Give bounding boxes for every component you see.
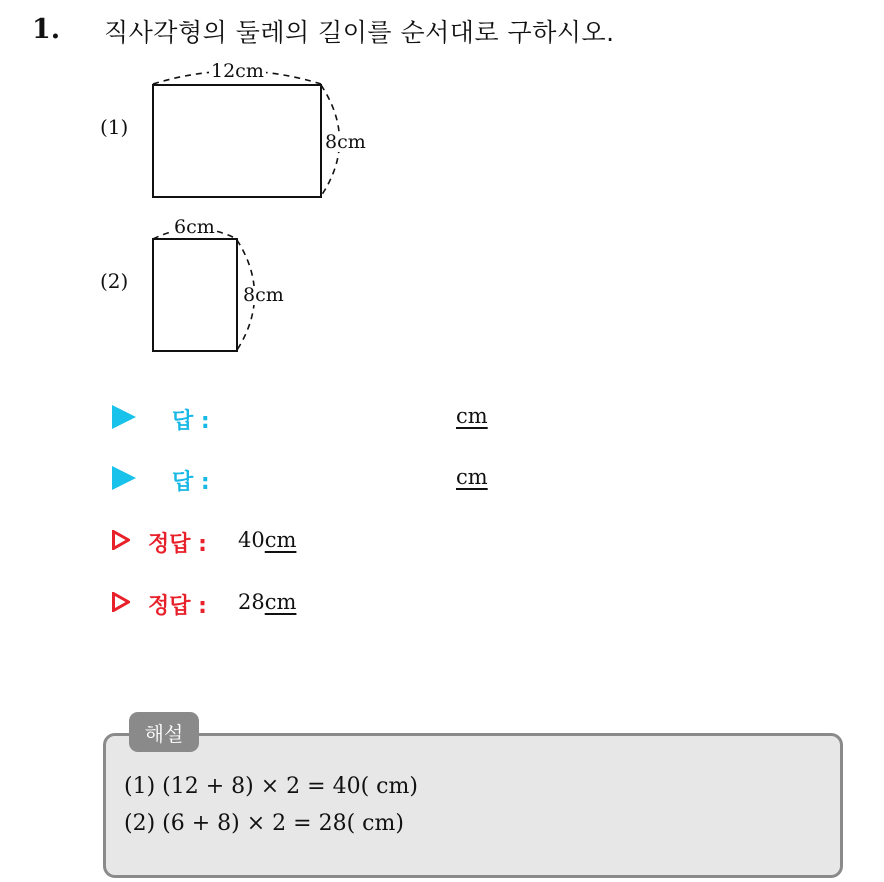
explanation-tab: 해설 [129,712,199,752]
figure-2-width-label: 6cm [174,216,215,238]
explanation-line-2: (2) (6 + 8) × 2 = 28( cm) [124,811,404,836]
correct-2-answer [238,590,296,614]
explanation-box [103,733,843,878]
correct-1-answer [238,528,296,552]
figure-2-label: (2) [100,269,129,293]
figure-1-width-label: 12cm [211,60,264,82]
correct-2-value: 28 [238,590,265,614]
correct-1-marker-icon [112,530,130,550]
answer-1-marker-icon [112,405,136,429]
figure-2-height-label: 8cm [243,284,284,306]
question-text: 직사각형의 둘레의 길이를 순서대로 구하시오. [104,18,615,47]
answer-2-label: 답 : [172,470,210,495]
correct-1-unit: cm [264,528,297,552]
correct-1-value: 40 [238,528,265,552]
answer-1-unit: cm [456,404,488,428]
figure-1-rectangle [152,84,322,198]
answer-2-unit: cm [456,465,488,489]
correct-1-label: 정답 : [148,532,207,557]
explanation-line-1: (1) (12 + 8) × 2 = 40( cm) [124,774,418,799]
correct-2-label: 정답 : [148,594,207,619]
answer-2-marker-icon [112,466,136,490]
figure-2-rectangle [152,238,238,352]
figure-1-label: (1) [100,115,129,139]
correct-2-unit: cm [264,590,297,614]
answer-1-label: 답 : [172,409,210,434]
correct-2-marker-icon [112,592,130,612]
question-number: 1. [32,14,61,45]
figure-1-height-label: 8cm [325,131,366,153]
